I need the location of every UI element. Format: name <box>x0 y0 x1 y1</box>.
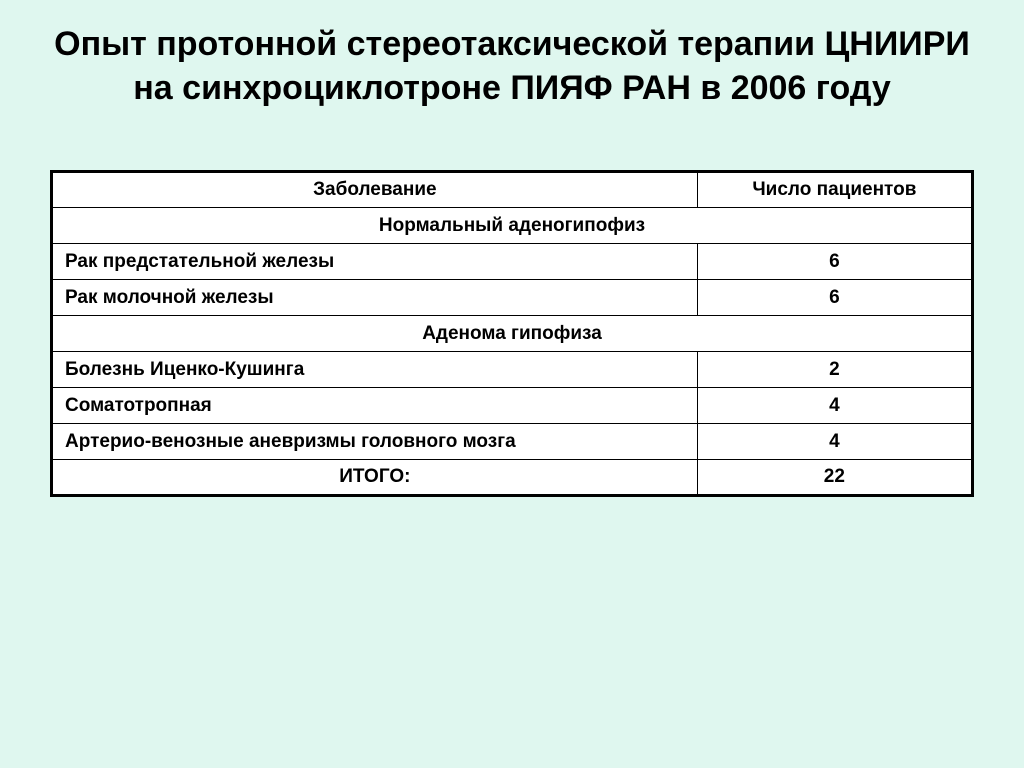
total-count: 22 <box>697 460 972 496</box>
table-row <box>52 352 973 388</box>
disease-cell: Соматотропная <box>52 388 698 424</box>
disease-cell: Рак молочной железы <box>52 280 698 316</box>
total-label: ИТОГО: <box>52 460 698 496</box>
group-name: Нормальный аденогипофиз <box>52 208 973 244</box>
table-row <box>52 388 973 424</box>
header-patient-count: Число пациентов <box>697 172 972 208</box>
group-row <box>52 208 973 244</box>
count-cell: 2 <box>697 352 972 388</box>
count-cell: 4 <box>697 424 972 460</box>
table-header-row <box>52 172 973 208</box>
title-line-1: Опыт протонной стереотаксической терапии ЦНИИРИ <box>54 25 970 63</box>
table-row <box>52 244 973 280</box>
disease-cell: Болезнь Иценко-Кушинга <box>52 352 698 388</box>
title-line-2: на синхроциклотроне ПИЯФ РАН в 2006 году <box>133 69 891 107</box>
header-disease: Заболевание <box>52 172 698 208</box>
group-name: Аденома гипофиза <box>52 316 973 352</box>
disease-cell: Рак предстательной железы <box>52 244 698 280</box>
total-row <box>52 460 973 496</box>
count-cell: 6 <box>697 280 972 316</box>
count-cell: 4 <box>697 388 972 424</box>
disease-cell: Артерио-венозные аневризмы головного мозга <box>52 424 698 460</box>
group-row <box>52 316 973 352</box>
table-row <box>52 280 973 316</box>
page-title <box>0 22 1024 110</box>
count-cell: 6 <box>697 244 972 280</box>
table-row <box>52 424 973 460</box>
patients-table <box>50 170 974 497</box>
